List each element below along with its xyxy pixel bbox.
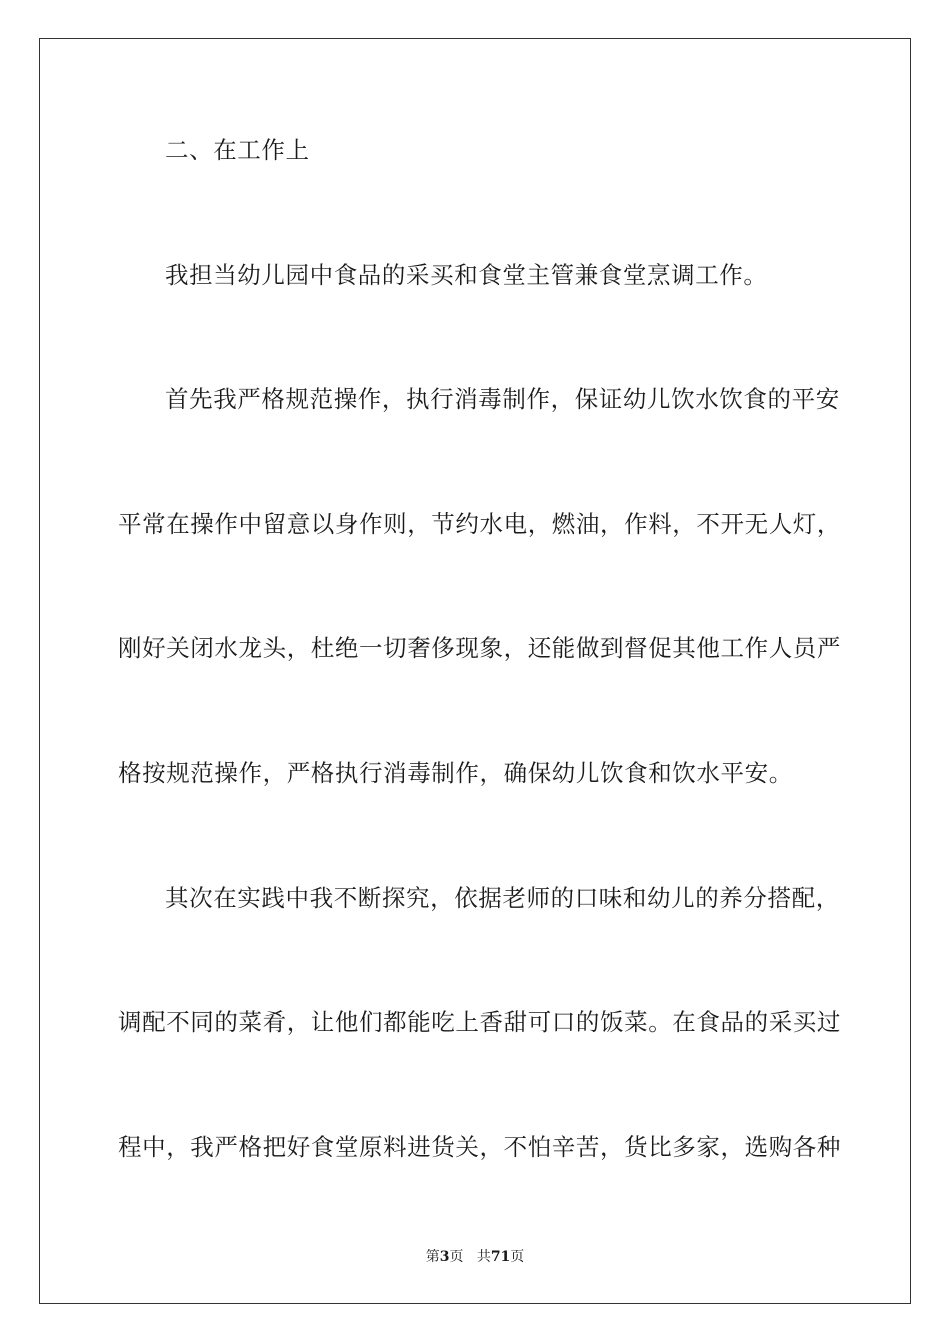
paragraph-line: 刚好关闭水龙头，杜绝一切奢侈现象，还能做到督促其他工作人员严 (118, 634, 841, 662)
total-suffix: 页 (510, 1249, 525, 1265)
paragraph-line: 程中，我严格把好食堂原料进货关，不怕辛苦，货比多家，选购各种 (118, 1133, 841, 1161)
paragraph-line: 平常在操作中留意以身作则，节约水电，燃油，作料，不开无人灯， (118, 510, 841, 538)
page-number: 3 (439, 1249, 450, 1265)
paragraph-line: 格按规范操作，严格执行消毒制作，确保幼儿饮食和饮水平安。 (118, 759, 793, 787)
page-footer (0, 1248, 950, 1266)
paragraph-line: 其次在实践中我不断探究，依据老师的口味和幼儿的养分搭配， (165, 884, 840, 912)
paragraph-line: 我担当幼儿园中食品的采买和食堂主管兼食堂烹调工作。 (165, 261, 768, 289)
paragraph-line: 调配不同的菜肴，让他们都能吃上香甜可口的饭菜。在食品的采买过 (118, 1008, 841, 1036)
total-prefix: 共 (476, 1249, 491, 1265)
page-suffix: 页 (449, 1249, 464, 1265)
total-pages: 71 (490, 1249, 511, 1265)
section-heading: 二、在工作上 (165, 136, 310, 164)
page-prefix: 第 (425, 1249, 440, 1265)
page-border (39, 38, 911, 1304)
paragraph-line: 首先我严格规范操作，执行消毒制作，保证幼儿饮水饮食的平安 (165, 385, 840, 413)
